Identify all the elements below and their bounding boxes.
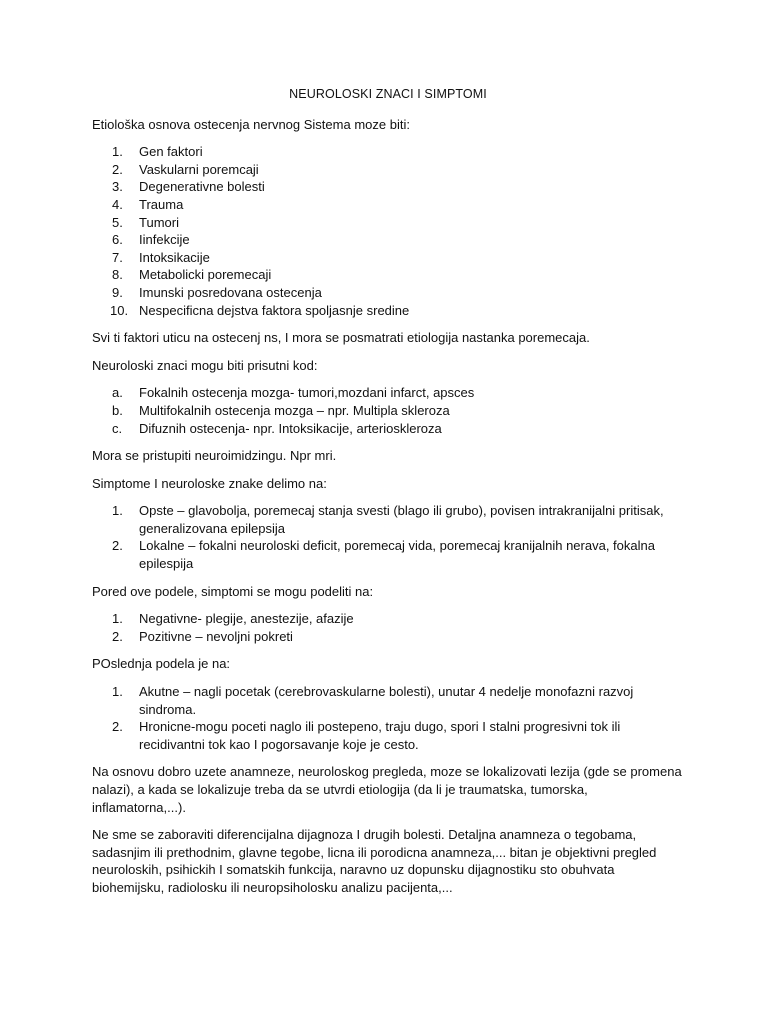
list-item (92, 143, 684, 161)
division-intro: Simptome I neuroloske znake delimo na: (92, 475, 327, 491)
document-title: NEUROLOSKI ZNACI I SIMPTOMI (289, 87, 487, 101)
list-item (92, 249, 684, 267)
list-item-text: Metabolicki poremecaji (139, 267, 272, 283)
list-item-text: Fokalnih ostecenja mozga- tumori,mozdani infarct, apsces (139, 385, 475, 401)
list-item-text: Pozitivne – nevoljni pokreti (139, 628, 293, 644)
last-division-list (92, 683, 684, 753)
list-item-text: Negativne- plegije, anestezije, afazije (139, 611, 354, 627)
list-item (92, 231, 684, 249)
list-item-number: 2. (112, 538, 123, 554)
list-item-number: 9. (112, 284, 123, 300)
division2-list (92, 610, 684, 645)
list-item (92, 178, 684, 196)
list-item-number: 7. (112, 249, 123, 265)
list-item-text: Intoksikacije (139, 249, 210, 265)
list-item-number: 2. (112, 161, 123, 177)
list-item-text: Multifokalnih ostecenja mozga – npr. Multipla skleroza (139, 402, 450, 418)
list-item-number: 2. (112, 628, 123, 644)
list-item (92, 718, 684, 753)
list-item (92, 537, 684, 572)
list-item-number: 2. (112, 719, 123, 735)
list-item-text: Akutne – nagli pocetak (cerebrovaskularne bolesti), unutar 4 nedelje monofazni razvoj sindroma. (139, 684, 634, 717)
list-item-text: Opste – glavobolja, poremecaj stanja svesti (blago ili grubo), povisen intrakranijalni pritisak, generalizovana epilepsija (139, 503, 664, 536)
list-item-text: Iinfekcije (139, 232, 190, 248)
list-item-number: 3. (112, 179, 123, 195)
list-item (92, 384, 684, 402)
signs-list (92, 384, 684, 437)
signs-intro: Neuroloski znaci mogu biti prisutni kod: (92, 357, 318, 373)
list-item-text: Lokalne – fokalni neuroloski deficit, poremecaj vida, poremecaj kranijalnih nerava, fokalna epilespija (139, 538, 655, 572)
list-item (92, 161, 684, 179)
list-item-text: Nespecificna dejstva faktora spoljasnje sredine (139, 302, 410, 318)
etiology-intro: Etiološka osnova ostecenja nervnog Sistema moze biti: (92, 116, 410, 132)
list-item-number: b. (112, 402, 123, 418)
list-item-number: c. (112, 420, 123, 436)
list-item-number: 8. (112, 267, 123, 283)
list-item (92, 302, 684, 320)
list-item-number: 6. (112, 232, 123, 248)
list-item (92, 196, 684, 214)
list-item (92, 502, 684, 537)
anamnesis-paragraph: Na osnovu dobro uzete anamneze, neuroloskog pregleda, moze se lokalizovati lezija (gde se promena nalazi), a kada se lokalizuje treba da se utvrdi etiologija (da li je traumatska, tumorska, inflamatorna,...). (92, 764, 682, 815)
differential-paragraph: Ne sme se zaboraviti diferencijalna dijagnoza I drugih bolesti. Detaljna anamneza o tegobama, sadasnjim ili prethodnim, glavne tegobe, licna ili porodicna anamneza,... bitan je objektivni pregled neuroloskih, psihickih I somatskih funkcija, naravno uz dopunsku dijagnostiku sto obuhvata biohemijsku, radiolosku ili neuropsiholosku analizu pacijenta,... (92, 827, 657, 895)
list-item-number: 1. (112, 684, 123, 700)
list-item (92, 214, 684, 232)
document-page (92, 86, 684, 907)
list-item-number: 1. (112, 144, 123, 160)
list-item-text: Degenerativne bolesti (139, 179, 265, 195)
list-item (92, 266, 684, 284)
list-item-text: Difuznih ostecenja- npr. Intoksikacije, arterioskleroza (139, 420, 442, 436)
list-item-number: 10. (110, 302, 129, 318)
list-item-number: 5. (112, 214, 123, 230)
list-item-text: Tumori (139, 214, 179, 230)
list-item-text: Trauma (139, 196, 184, 212)
list-item-number: 1. (112, 503, 123, 519)
list-item-text: Hronicne-mogu poceti naglo ili postepeno, traju dugo, spori I stalni progresivni tok ili recidivantni tok kao I pogorsavanje koje je cesto. (139, 719, 621, 752)
list-item-text: Imunski posredovana ostecenja (139, 284, 322, 300)
list-item (92, 284, 684, 302)
list-item-number: 4. (112, 196, 123, 212)
list-item (92, 683, 684, 718)
list-item (92, 628, 684, 646)
factors-paragraph: Svi ti faktori uticu na ostecenj ns, I mora se posmatrati etiologija nastanka poremecaja. (92, 330, 590, 346)
list-item (92, 420, 684, 438)
imaging-paragraph: Mora se pristupiti neuroimidzingu. Npr mri. (92, 448, 337, 464)
list-item-number: 1. (112, 611, 123, 627)
list-item (92, 610, 684, 628)
division-list (92, 502, 684, 572)
list-item-number: a. (112, 385, 123, 401)
etiology-list (92, 143, 684, 319)
list-item-text: Gen faktori (139, 144, 203, 160)
list-item-text: Vaskularni poremcaji (139, 161, 259, 177)
division2-intro: Pored ove podele, simptomi se mogu podeliti na: (92, 583, 374, 599)
list-item (92, 402, 684, 420)
last-division-intro: POslednja podela je na: (92, 656, 231, 672)
